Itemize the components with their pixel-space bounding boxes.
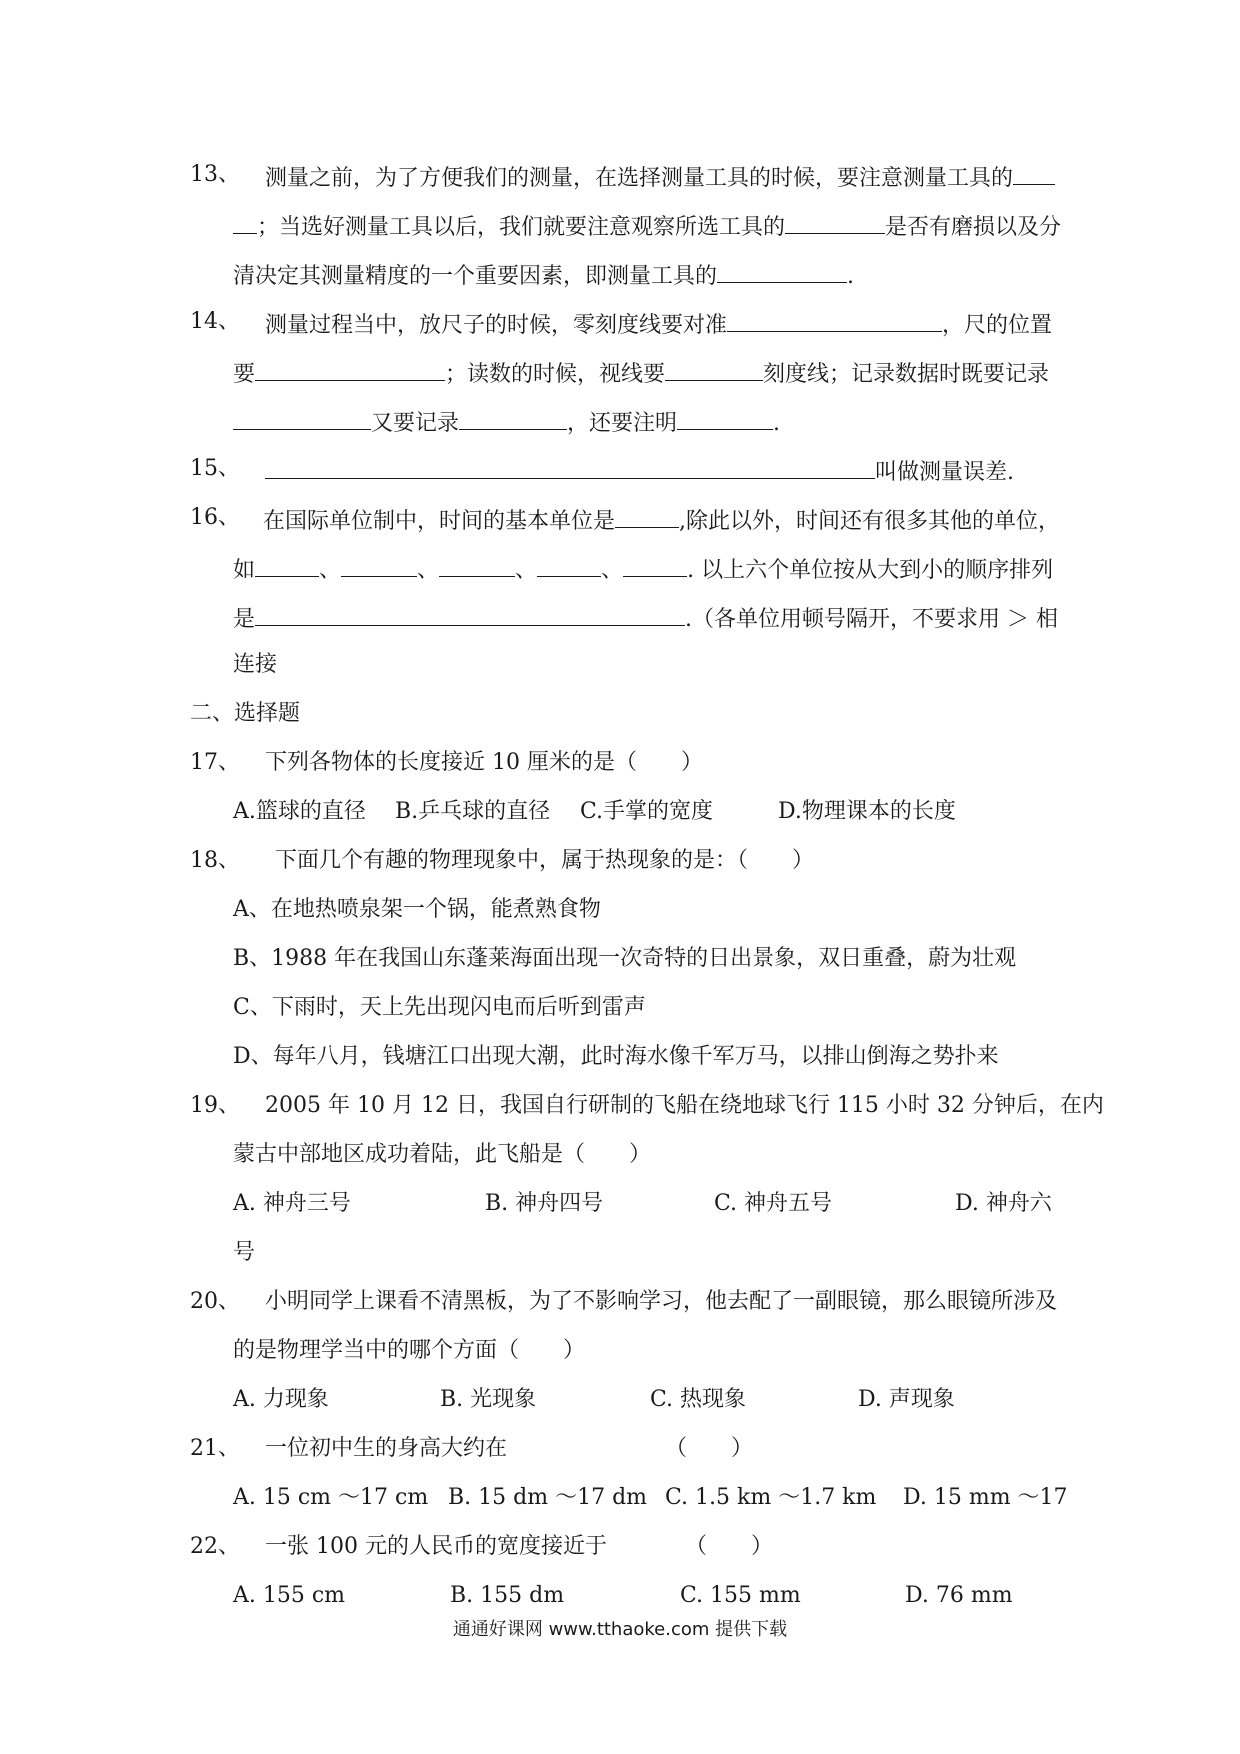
blank — [665, 356, 763, 381]
answer-parentheses: （ ） — [685, 1534, 774, 1559]
text-segment: 是 — [233, 607, 256, 632]
option: A. 155 cm — [233, 1583, 346, 1608]
question-number: 17、 — [190, 750, 240, 775]
option: A. 力现象 — [233, 1387, 329, 1412]
question-number: 21、 — [190, 1436, 240, 1461]
question-text — [263, 503, 1060, 537]
option: C、下雨时，天上先出现闪电而后听到雷声 — [233, 995, 646, 1020]
question-number: 14、 — [190, 309, 240, 334]
option: A. 15 cm ～17 cm — [233, 1485, 429, 1510]
question-text — [233, 356, 1049, 390]
question-text — [233, 552, 1053, 586]
blank — [459, 405, 567, 430]
question-text — [233, 405, 780, 439]
option: D. 15 mm ～17 — [903, 1485, 1068, 1510]
question-text — [233, 601, 1058, 635]
text-segment: ；当选好测量工具以后，我们就要注意观察所选工具的 — [257, 215, 786, 240]
separator: 、 — [319, 558, 342, 583]
option: C. 热现象 — [650, 1387, 747, 1412]
option: C. 155 mm — [680, 1583, 801, 1608]
question-number: 16、 — [190, 505, 240, 530]
text-segment: 又要记录 — [371, 411, 460, 436]
question-number: 22、 — [190, 1534, 240, 1559]
option: C. 1.5 km ～1.7 km — [665, 1485, 877, 1510]
blank — [255, 601, 685, 626]
text-segment: 测量过程当中，放尺子的时候，零刻度线要对准 — [265, 313, 728, 338]
question-text: 蒙古中部地区成功着陆，此飞船是（ ） — [233, 1142, 652, 1167]
blank — [727, 307, 942, 332]
text-segment: 是否有磨损以及分 — [885, 215, 1062, 240]
question-number: 15、 — [190, 456, 240, 481]
option: D. 神舟六 — [955, 1191, 1052, 1216]
blank — [233, 405, 371, 430]
option: A. 神舟三号 — [233, 1191, 351, 1216]
option: A.篮球的直径 — [233, 799, 366, 824]
text-segment: . 以上六个单位按从大到小的顺序排列 — [687, 558, 1054, 583]
question-text: 连接 — [233, 652, 278, 677]
option: C. 神舟五号 — [714, 1191, 833, 1216]
option: B. 155 dm — [450, 1583, 565, 1608]
option: B、1988 年在我国山东蓬莱海面出现一次奇特的日出景象，双日重叠，蔚为壮观 — [233, 946, 1017, 971]
text-segment: . — [847, 264, 855, 289]
text-segment: 如 — [233, 558, 256, 583]
blank — [623, 552, 687, 577]
separator: 、 — [417, 558, 440, 583]
option: B.乒乓球的直径 — [395, 799, 551, 824]
blank — [233, 209, 257, 234]
question-number: 13、 — [190, 162, 240, 187]
separator: 、 — [601, 558, 624, 583]
option-wrap: 号 — [233, 1240, 256, 1265]
question-text — [233, 209, 1061, 243]
blank — [255, 552, 319, 577]
text-segment: 在国际单位制中，时间的基本单位是 — [263, 509, 616, 534]
answer-parentheses: （ ） — [665, 1436, 754, 1461]
question-text: 一张 100 元的人民币的宽度接近于 — [265, 1534, 607, 1559]
question-text: 一位初中生的身高大约在 — [265, 1436, 508, 1461]
text-segment: ,除此以外，时间还有很多其他的单位， — [679, 509, 1061, 534]
text-segment: 测量之前，为了方便我们的测量，在选择测量工具的时候，要注意测量工具的 — [265, 166, 1014, 191]
text-segment: . — [773, 411, 781, 436]
option: D.物理课本的长度 — [778, 799, 956, 824]
question-text — [233, 258, 854, 292]
question-text: 2005 年 10 月 12 日，我国自行研制的飞船在绕地球飞行 115 小时 32 分钟后，在内 — [265, 1093, 1104, 1118]
option: C.手掌的宽度 — [580, 799, 714, 824]
separator: 、 — [515, 558, 538, 583]
text-segment: ；读数的时候，视线要 — [445, 362, 666, 387]
blank — [255, 356, 445, 381]
blank — [439, 552, 515, 577]
question-text — [265, 160, 1055, 194]
blank — [341, 552, 417, 577]
question-number: 18、 — [190, 848, 240, 873]
option: D、每年八月，钱塘江口出现大潮，此时海水像千军万马，以排山倒海之势扑来 — [233, 1044, 999, 1069]
blank — [677, 405, 773, 430]
question-text: 的是物理学当中的哪个方面（ ） — [233, 1338, 586, 1363]
question-text — [265, 307, 1052, 341]
option: B. 光现象 — [440, 1387, 537, 1412]
question-text: 下列各物体的长度接近 10 厘米的是（ ） — [265, 750, 703, 775]
text-segment: ，尺的位置 — [942, 313, 1053, 338]
option: B. 神舟四号 — [485, 1191, 604, 1216]
footer-source: 通通好课网 www.tthaoke.com 提供下载 — [452, 1619, 788, 1640]
section-heading: 二、选择题 — [190, 701, 301, 726]
blank — [537, 552, 601, 577]
option: B. 15 dm ～17 dm — [448, 1485, 648, 1510]
text-segment: 要 — [233, 362, 256, 387]
question-text: 下面几个有趣的物理现象中，属于热现象的是：（ ） — [275, 848, 815, 873]
blank — [615, 503, 679, 528]
text-segment: 刻度线；记录数据时既要记录 — [763, 362, 1050, 387]
text-segment: 清决定其测量精度的一个重要因素，即测量工具的 — [233, 264, 718, 289]
text-segment: ，还要注明 — [567, 411, 678, 436]
blank — [1013, 160, 1055, 185]
blank — [265, 454, 875, 479]
text-segment: 叫做测量误差. — [875, 460, 1014, 485]
blank — [717, 258, 847, 283]
blank — [785, 209, 885, 234]
question-text — [265, 454, 1014, 488]
text-segment: .（各单位用顿号隔开，不要求用 ＞ 相 — [685, 607, 1058, 632]
option: A、在地热喷泉架一个锅，能煮熟食物 — [233, 897, 601, 922]
option: D. 76 mm — [905, 1583, 1013, 1608]
option: D. 声现象 — [858, 1387, 955, 1412]
question-number: 19、 — [190, 1093, 240, 1118]
question-text: 小明同学上课看不清黑板，为了不影响学习，他去配了一副眼镜，那么眼镜所涉及 — [265, 1289, 1058, 1314]
question-number: 20、 — [190, 1289, 240, 1314]
